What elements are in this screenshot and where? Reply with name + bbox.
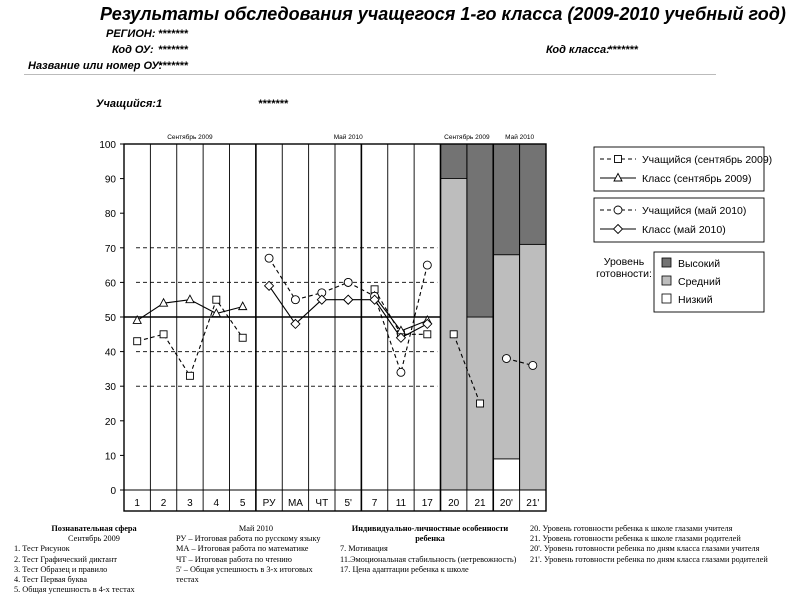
data-point	[344, 278, 352, 286]
footer-col-cognitive	[14, 524, 174, 595]
x-tick-label: 4	[213, 498, 220, 509]
readiness-bar-high	[441, 144, 467, 179]
readiness-title: Уровень	[603, 256, 645, 268]
readiness-bar-low	[493, 459, 519, 490]
x-tick-label: 1	[134, 498, 140, 509]
period-label: Сентябрь 2009	[444, 134, 490, 141]
legend-label: Класс (сентябрь 2009)	[642, 173, 752, 185]
period-label: Май 2010	[505, 134, 535, 141]
data-point	[423, 319, 432, 328]
footer-item: 17. Цена адаптации ребенка к школе	[340, 564, 469, 574]
x-tick-label: 17	[421, 498, 433, 509]
legend-swatch	[662, 294, 671, 303]
data-point	[502, 355, 510, 363]
x-tick-label: 20	[448, 498, 460, 509]
data-point	[213, 296, 220, 303]
footer-item: МА – Итоговая работа по математике	[176, 544, 309, 554]
data-point	[186, 295, 194, 303]
legend	[594, 147, 772, 312]
footer-item: 2. Тест Графический диктант	[14, 554, 118, 564]
class-code-value: *******	[608, 44, 638, 56]
x-tick-label: 2	[160, 498, 167, 509]
legend-marker	[615, 156, 622, 163]
ou-code-value: *******	[158, 44, 188, 56]
y-tick-label: 40	[104, 347, 116, 359]
ou-name-label: Название или номер ОУ:	[28, 60, 163, 72]
x-tick-label: МА	[287, 498, 303, 509]
data-point	[186, 372, 193, 379]
y-tick-label: 30	[104, 382, 116, 394]
footer-item: 20. Уровень готовности ребенка к школе глазами учителя	[530, 524, 733, 533]
student-value: *******	[258, 98, 288, 110]
period-label: Сентябрь 2009	[167, 134, 213, 141]
ou-code-label: Код ОУ:	[112, 44, 154, 56]
y-tick-label: 80	[104, 209, 116, 221]
x-tick-label: 3	[187, 498, 193, 509]
data-point	[477, 400, 484, 407]
y-tick-label: 100	[99, 140, 116, 151]
footer-heading: Индивидуально-личностные особенности	[351, 524, 509, 533]
x-tick-label: ЧТ	[315, 498, 329, 509]
footer-item: тестах	[176, 575, 199, 585]
readiness-bar-high	[493, 144, 519, 255]
footer-subheading: Сентябрь 2009	[68, 534, 120, 544]
page-title: Результаты обследования учащегося 1-го класса (2009-2010 учебный год)	[100, 4, 786, 24]
footer-item: 5. Общая успешность в 4-х тестах	[14, 585, 135, 595]
x-tick-label: 20'	[499, 498, 513, 509]
period-label: Май 2010	[333, 134, 363, 141]
footer-item: 1. Тест Рисунок	[14, 544, 70, 554]
readiness-title: готовности:	[596, 268, 652, 280]
legend-label: Средний	[678, 276, 721, 288]
x-tick-label: 5	[239, 498, 246, 509]
data-point	[424, 331, 431, 338]
footer-item: ЧТ – Итоговая работа по чтению	[176, 554, 292, 564]
y-tick-label: 60	[104, 278, 116, 290]
footer-heading: Май 2010	[238, 524, 274, 533]
legend-swatch	[662, 258, 671, 267]
y-tick-label: 90	[104, 174, 116, 186]
plot-area	[99, 133, 546, 511]
readiness-bar-high	[520, 144, 546, 244]
data-point	[265, 254, 273, 262]
readiness-bar-high	[467, 144, 493, 317]
data-point	[291, 296, 299, 304]
legend-label: Низкий	[678, 294, 713, 306]
region-value: *******	[158, 28, 188, 40]
footer-item: 11.Эмоциональная стабильность (нетревожность)	[340, 554, 517, 564]
ou-name-value: *******	[158, 60, 188, 72]
footer-item: 20'. Уровень готовности ребенка по дням класса глазами учителя	[530, 544, 760, 554]
footer-heading-2: ребенка	[415, 534, 445, 544]
legend-label: Класс (май 2010)	[642, 224, 726, 236]
x-tick-label: 21	[474, 498, 486, 509]
footer-col-may	[176, 524, 336, 585]
data-point	[134, 338, 141, 345]
footer-heading: Познавательная сфера	[51, 524, 137, 533]
footer-col-personal	[340, 524, 520, 575]
student-label: Учащийся:	[96, 98, 156, 110]
legend-label: Учащийся (сентябрь 2009)	[642, 154, 773, 166]
legend-label: Высокий	[678, 258, 721, 270]
y-tick-label: 20	[104, 416, 116, 428]
student-number: 1	[156, 98, 163, 110]
data-point	[397, 368, 405, 376]
footer-item: 5' – Общая успешность в 3-х итоговых	[176, 564, 313, 574]
x-tick-label: 5'	[344, 498, 352, 509]
data-point	[239, 302, 247, 310]
class-code-label: Код класса:	[546, 44, 610, 56]
x-tick-label: 21'	[526, 498, 540, 509]
x-tick-label: 7	[371, 498, 378, 509]
footer-item: РУ – Итоговая работа по русскому языку	[176, 534, 321, 544]
x-tick-label: 11	[395, 498, 407, 509]
x-tick-label: РУ	[262, 498, 276, 509]
footer-item: 3. Тест Образец и правило	[14, 564, 108, 574]
region-label: РЕГИОН:	[106, 28, 156, 40]
data-point	[529, 361, 537, 369]
y-tick-label: 0	[110, 486, 116, 497]
y-tick-label: 70	[104, 243, 116, 255]
footer-item: 4. Тест Первая буква	[14, 575, 88, 585]
data-point	[344, 295, 353, 304]
legend-label: Учащийся (май 2010)	[642, 205, 747, 217]
footer-col-readiness	[530, 524, 790, 565]
y-tick-label: 50	[104, 313, 116, 324]
data-point	[450, 331, 457, 338]
legend-swatch	[662, 276, 671, 285]
footer-item: 7. Мотивация	[340, 544, 388, 554]
data-point	[160, 331, 167, 338]
footer-item: 21. Уровень готовности ребенка к школе глазами родителей	[530, 534, 741, 544]
data-point	[423, 261, 431, 269]
data-point	[239, 334, 246, 341]
footer-item: 21'. Уровень готовности ребенка по дням класса глазами родителей	[530, 554, 768, 564]
y-tick-label: 10	[104, 451, 116, 463]
legend-marker	[614, 206, 622, 214]
